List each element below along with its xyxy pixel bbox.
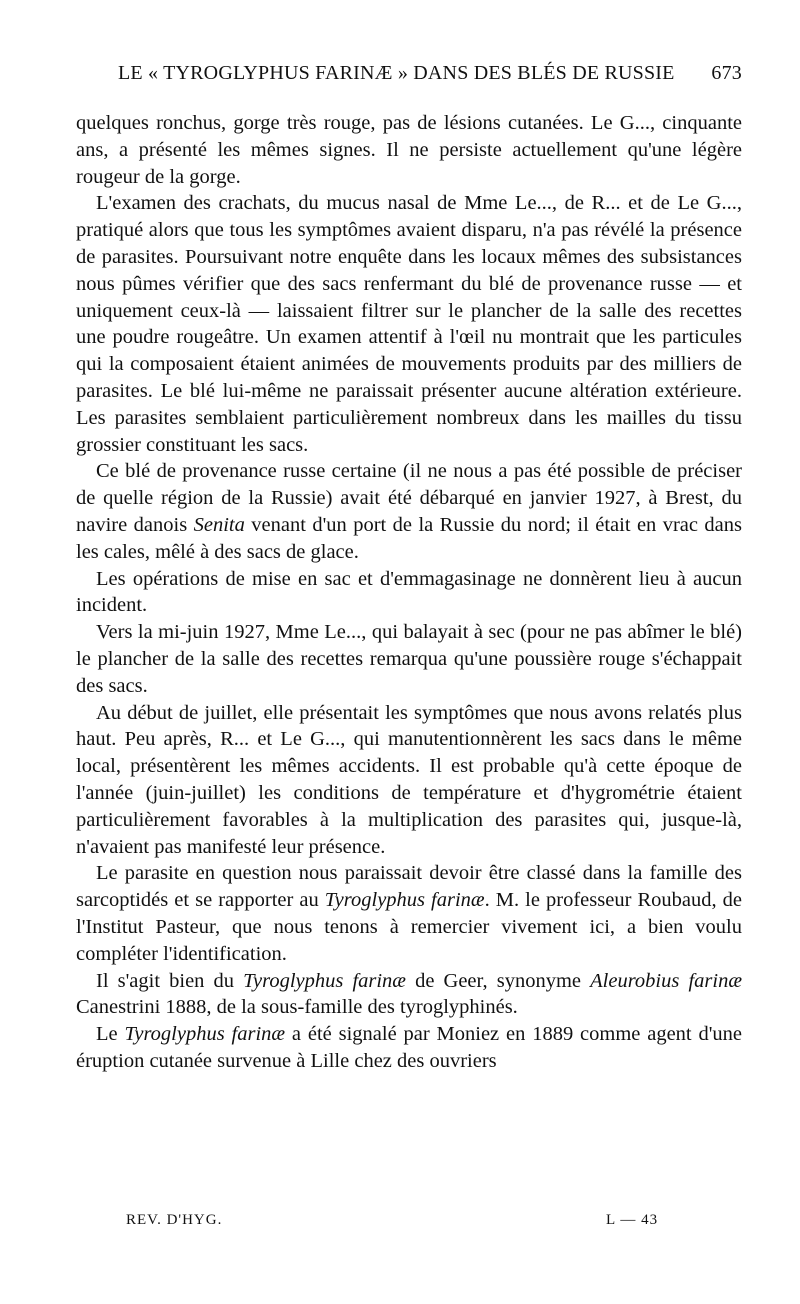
journal-abbrev: REV. D'HYG. bbox=[126, 1212, 223, 1228]
paragraph bbox=[76, 968, 742, 1022]
text-run: Vers la mi-juin 1927, Mme Le..., qui balayait à sec (pour ne pas abîmer le blé) le plancher de la salle des recettes remarqua qu'une poussière rouge s'échappait des sacs. bbox=[76, 621, 742, 697]
text-run: Il s'agit bien du bbox=[96, 969, 244, 992]
text-run: L'examen des crachats, du mucus nasal de Mme Le..., de R... et de Le G..., pratiqué alors que tous les symptômes avaient disparu, n'a pas révélé la présence de parasites. Poursuivant notre enquête dans les locaux mêmes des subsistances nous pûmes vérifier que des sacs renfermant du blé de provenance russe — et uniquement ceux-là — laissaient filtrer sur le plancher de la salle des recettes une poudre rougeâtre. Un examen attentif à l'œil nu montrait que les particules qui la composaient étaient animées de mouvements produits par des milliers de parasites. Le blé lui-même ne paraissait présenter aucune altération extérieure. Les parasites semblaient particulièrement nombreux dans les mailles du tissu grossier constituant les sacs. bbox=[76, 192, 742, 456]
paragraph bbox=[76, 1021, 742, 1075]
species-name: Aleurobius farinæ bbox=[590, 969, 742, 992]
signature-mark: L — 43 bbox=[606, 1212, 659, 1228]
paragraph bbox=[76, 700, 742, 861]
text-run: venant d'un port de la Russie du nord; il était en vrac dans les cales, mêlé à des sacs de glace. bbox=[76, 513, 742, 563]
species-name: Tyroglyphus farinæ bbox=[324, 889, 485, 912]
paragraph bbox=[76, 458, 742, 565]
body-text bbox=[76, 110, 742, 1075]
paragraph bbox=[76, 860, 742, 967]
text-run: de Geer, synonyme bbox=[405, 969, 591, 992]
paragraph bbox=[76, 190, 742, 458]
paragraph bbox=[76, 619, 742, 699]
running-title: LE « TYROGLYPHUS FARINÆ » DANS DES BLÉS DE RUSSIE bbox=[118, 62, 675, 84]
species-name: Tyroglyphus farinæ bbox=[243, 969, 406, 992]
text-run: Le bbox=[96, 1023, 125, 1046]
ship-name: Senita bbox=[193, 513, 245, 536]
text-run: Ce blé de provenance russe certaine (il ne nous a pas été possible de préciser de quelle région de la Russie) avait été débarqué en janvier 1927, à Brest, du navire danois bbox=[76, 460, 742, 536]
paragraph bbox=[76, 110, 742, 190]
text-run: . M. le professeur Roubaud, de l'Institut Pasteur, que nous tenons à remercier vivement ici, a bien voulu compléter l'identification. bbox=[76, 889, 742, 965]
text-run: Les opérations de mise en sac et d'emmagasinage ne donnèrent lieu à aucun incident. bbox=[76, 567, 742, 617]
species-name: Tyroglyphus farinæ bbox=[124, 1023, 286, 1046]
text-run: Canestrini 1888, de la sous-famille des tyroglyphinés. bbox=[76, 996, 518, 1019]
text-run: quelques ronchus, gorge très rouge, pas de lésions cutanées. Le G..., cinquante ans, a présenté les mêmes signes. Il ne persiste actuellement qu'une légère rougeur de la gorge. bbox=[76, 112, 742, 188]
page-number: 673 bbox=[711, 62, 742, 84]
text-run: Le parasite en question nous paraissait devoir être classé dans la famille des sarcoptidés et se rapporter au bbox=[76, 862, 742, 912]
paragraph bbox=[76, 566, 742, 620]
text-run: a été signalé par Moniez en 1889 comme agent d'une éruption cutanée survenue à Lille chez des ouvriers bbox=[76, 1023, 742, 1072]
text-run: Au début de juillet, elle présentait les symptômes que nous avons relatés plus haut. Peu après, R... et Le G..., qui manutentionnèrent les sacs dans le même local, présentèrent les mêmes accidents. Il est probable qu'à cette époque de l'année (juin-juillet) les conditions de température et d'hygrométrie étaient particulièrement favorables à la multiplication des parasites qui, jusque-là, n'avaient pas manifesté leur présence. bbox=[76, 701, 742, 858]
